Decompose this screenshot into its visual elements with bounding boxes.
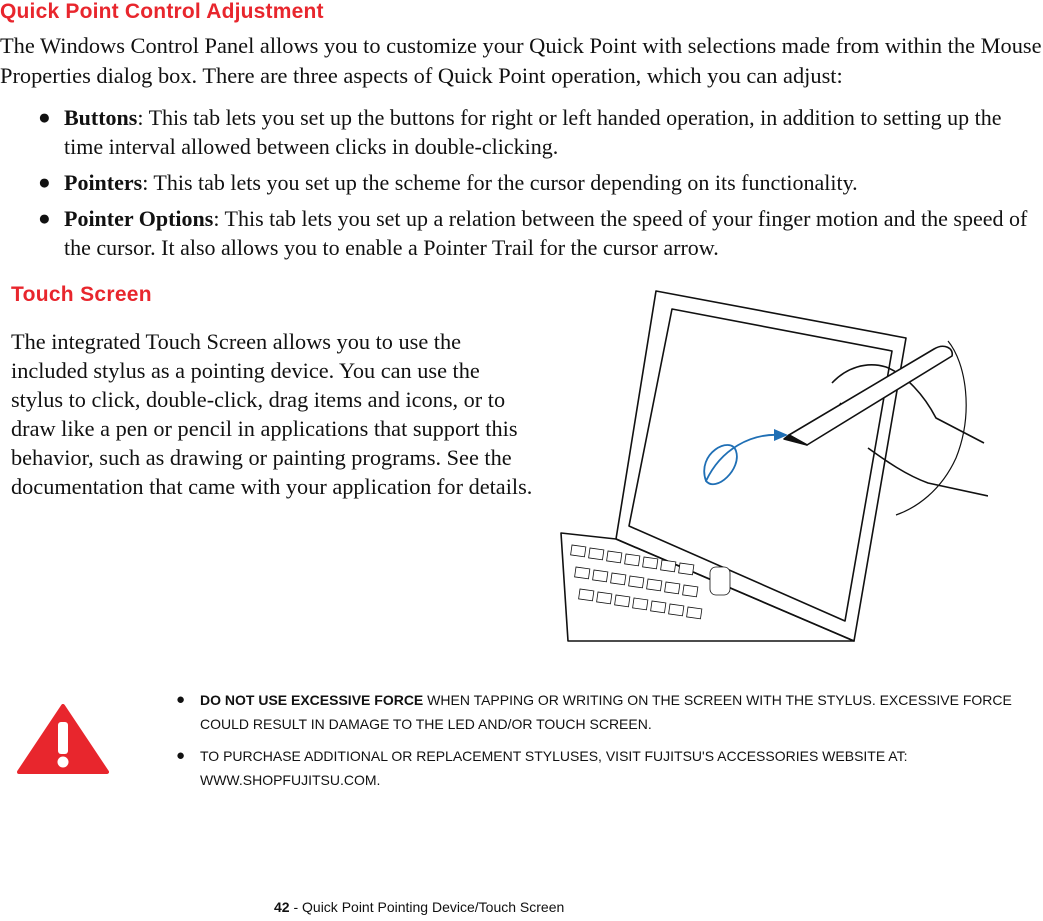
keyboard-deck [561, 533, 854, 641]
warning-notes [176, 688, 1036, 800]
bullet-dot-icon: ● [38, 105, 51, 129]
page-number: 42 [274, 899, 290, 915]
bullet-term: Buttons [64, 105, 138, 130]
keyboard-keys [571, 545, 730, 619]
tablet-stylus-illustration [556, 283, 988, 643]
page-footer [274, 899, 564, 915]
bullet-text: : This tab lets you set up the buttons for right or left handed operation, in addition to setting up the time interval allowed between clicks in double-clicking. [64, 105, 1002, 159]
bullet-term: Pointers [64, 170, 143, 195]
stylus-stroke-arrow [704, 435, 781, 484]
note-purchase-styluses [176, 744, 1036, 792]
section-heading-touch-screen: Touch Screen [11, 283, 152, 306]
bullet-text: : This tab lets you set up a relation between the speed of your finger motion and the speed of the cursor. It also allows you to enable a Pointer Trail for the cursor arrow. [64, 206, 1028, 260]
note-excessive-force [176, 688, 1036, 736]
warning-icon [17, 704, 109, 774]
intro-paragraph: The Windows Control Panel allows you to customize your Quick Point with selections made from within the Mouse Properties dialog box. There are three aspects of Quick Point operation, which you can adjust: [0, 33, 1042, 88]
bullet-term: Pointer Options [64, 206, 214, 231]
note-text: WHEN TAPPING OR WRITING ON THE SCREEN WITH THE STYLUS. EXCESSIVE FORCE COULD RESULT IN DAMAGE TO THE LED AND/OR TOUCH SCREEN. [200, 692, 1012, 732]
footer-text: - Quick Point Pointing Device/Touch Screen [289, 899, 565, 915]
note-text: TO PURCHASE ADDITIONAL OR REPLACEMENT STYLUSES, VISIT FUJITSU'S ACCESSORIES WEBSITE AT: WWW.SHOPFUJITSU.COM. [200, 748, 908, 788]
section-heading-quick-point: Quick Point Control Adjustment [0, 0, 324, 23]
bullet-pointers [38, 168, 1043, 197]
stylus-body [789, 346, 952, 445]
bullet-dot-icon: ● [38, 170, 51, 194]
bullet-pointer-options [38, 204, 1043, 262]
bullet-dot-icon: ● [176, 747, 186, 764]
screen-display [629, 309, 892, 621]
bullet-buttons [38, 103, 1043, 161]
bullet-dot-icon: ● [176, 691, 186, 708]
bullet-dot-icon: ● [38, 206, 51, 230]
touch-screen-paragraph: The integrated Touch Screen allows you to use the included stylus as a pointing device. You can use the stylus to click, double-click, drag items and icons, or to draw like a pen or pencil in applications that support this behavior, such as drawing or painting programs. See the documentation that came with your application for details. [11, 329, 533, 499]
bullet-text: : This tab lets you set up the scheme for the cursor depending on its functionality. [142, 170, 858, 195]
note-lead: DO NOT USE EXCESSIVE FORCE [200, 692, 424, 708]
